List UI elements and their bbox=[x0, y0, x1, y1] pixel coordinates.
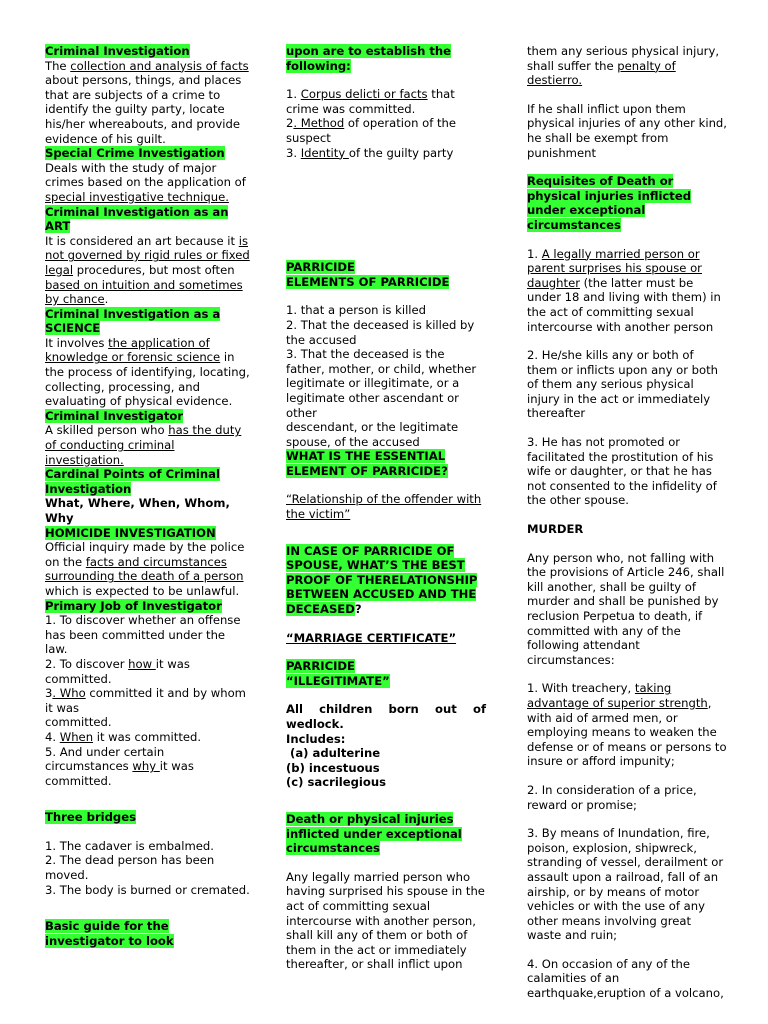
parricide-element-2: 2. That the deceased is killed by the accused bbox=[286, 317, 475, 347]
heading-parricide: PARRICIDE bbox=[286, 260, 355, 275]
heading-criminal-investigation: Criminal Investigation bbox=[45, 44, 190, 58]
para-death-physical-injuries: Any legally married person who having surprised his spouse in the act of committing sexual intercourse with another person, shall kill any of them or both of them in the act or immediately thereafter, or shall inflict upon bbox=[286, 869, 485, 972]
cardinal-points-list: What, Where, When, Whom, Why bbox=[45, 496, 230, 525]
job-item-5: 5. And under certain circumstances why it was committed. bbox=[45, 744, 194, 788]
bridge-item-3: 3. The body is burned or cremated. bbox=[45, 882, 250, 897]
para-homicide-investigation: Official inquiry made by the police on the facts and circumstances surrounding the death of a person which is expected to be unlawful. bbox=[45, 540, 245, 598]
heading-death-physical-injuries: Death or physical injuries inflicted under exceptional circumstances bbox=[286, 811, 462, 856]
column-1 bbox=[45, 44, 250, 948]
heading-essential-element: WHAT IS THE ESSENTIAL ELEMENT OF PARRICIDE? bbox=[286, 449, 448, 478]
heading-murder: MURDER bbox=[527, 522, 584, 537]
parricide-element-3-cont: descendant, or the legitimate spouse, of the accused bbox=[286, 420, 459, 449]
children-line-1: All children born out of bbox=[286, 702, 486, 717]
job-item-3-cont: committed. bbox=[45, 715, 112, 730]
requisite-3: 3. He has not promoted or facilitated the prostitution of his wife or daughter, or that he has not consented to the infidelity of the other spouse. bbox=[527, 435, 717, 508]
heading-basic-guide: Basic guide for the investigator to look bbox=[45, 919, 174, 948]
heading-ci-as-science: Criminal Investigation as a SCIENCE bbox=[45, 306, 221, 336]
heading-cardinal-points: Cardinal Points of Criminal Investigation bbox=[45, 467, 220, 496]
para-ci-as-art: It is considered an art because it is not governed by rigid rules or fixed legal procedures, but most often based on intuition and sometimes by chance. bbox=[45, 233, 250, 307]
job-item-4: 4. When it was committed. bbox=[45, 729, 202, 744]
parricide-element-3: 3. That the deceased is the father, mother, or child, whether legitimate or illegitimate, or a legitimate other ascendant or other bbox=[286, 347, 477, 420]
establish-item-1: 1. Corpus delicti or facts that crime was committed. bbox=[286, 87, 455, 116]
heading-basic-guide-cont: upon are to establish the following: bbox=[286, 44, 452, 73]
children-line-2: wedlock. bbox=[286, 717, 344, 731]
heading-illegitimate: “ILLEGITIMATE” bbox=[286, 673, 390, 688]
bridge-item-2: 2. The dead person has been moved. bbox=[45, 853, 215, 883]
heading-three-bridges: Three bridges bbox=[45, 810, 136, 825]
includes-item-b: (b) incestuous bbox=[286, 760, 380, 775]
para-ci-as-science: It involves the application of knowledge or forensic science in the process of identifying, locating, collecting, processing, and evaluating of physical evidence. bbox=[45, 335, 250, 409]
job-item-3: 3. Who committed it and by whom it was bbox=[45, 686, 246, 715]
murder-circumstance-4: 4. On occasion of any of the calamities of an earthquake,eruption of a volcano, bbox=[527, 956, 724, 1001]
parricide-element-1: 1. that a person is killed bbox=[286, 303, 427, 318]
heading-homicide-investigation: HOMICIDE INVESTIGATION bbox=[45, 525, 216, 540]
marriage-certificate: “MARRIAGE CERTIFICATE” bbox=[286, 630, 457, 645]
para-murder: Any person who, not falling with the provisions of Article 246, shall kill another, shall be guilty of murder and shall be punished by reclusion Perpetua to death, if committed with any of the following attendant circumstances: bbox=[527, 550, 725, 667]
includes-item-c: (c) sacrilegious bbox=[286, 775, 387, 790]
heading-parricide-2: PARRICIDE bbox=[286, 659, 355, 674]
job-item-2: 2. To discover how it was committed. bbox=[45, 656, 190, 686]
para-exempt: If he shall inflict upon them physical injuries of any other kind, he shall be exempt from punishment bbox=[527, 101, 727, 160]
heading-primary-job: Primary Job of Investigator bbox=[45, 598, 222, 613]
requisite-1: 1. A legally married person or parent surprises his spouse or daughter (the latter must be under 18 and living with them) in the act of committing sexual intercourse with another person bbox=[527, 246, 721, 334]
job-item-1: 1. To discover whether an offense has been committed under the law. bbox=[45, 613, 241, 657]
murder-circumstance-3: 3. By means of Inundation, fire, poison, explosion, shipwreck, stranding of vessel, derailment or assault upon a railroad, fall of an airship, or by means of motor vehicles or with the use of any other means involving great waste and ruin; bbox=[527, 826, 724, 943]
includes-label: Includes: bbox=[286, 731, 346, 746]
para-destierro: them any serious physical injury, shall suffer the penalty of destierro. bbox=[527, 44, 719, 88]
para-special-crime-investigation: Deals with the study of major crimes based on the application of special investigative technique. bbox=[45, 160, 246, 204]
heading-ci-as-art: Criminal Investigation as an ART bbox=[45, 204, 229, 234]
para-criminal-investigation: The collection and analysis of facts about persons, things, and places that are subjects of a crime to identify the guilty party, locate his/her whereabouts, and provide evidence of his guilt. bbox=[45, 58, 249, 146]
establish-item-2: 2. Method of operation of the suspect bbox=[286, 116, 457, 145]
heading-requisites: Requisites of Death or physical injuries inflicted under exceptional circumstances bbox=[527, 174, 692, 232]
relationship-quote: “Relationship of the offender with the victim” bbox=[286, 492, 482, 522]
para-criminal-investigator: A skilled person who has the duty of conducting criminal investigation. bbox=[45, 423, 242, 467]
heading-elements-of-parricide: ELEMENTS OF PARRICIDE bbox=[286, 274, 450, 289]
establish-item-3: 3. Identity of the guilty party bbox=[286, 145, 454, 160]
column-2 bbox=[286, 44, 486, 972]
requisite-2: 2. He/she kills any or both of them or inflicts upon any or both of them any serious physical injury in the act or immediately thereafter bbox=[527, 348, 719, 421]
bridge-item-1: 1. The cadaver is embalmed. bbox=[45, 838, 214, 853]
murder-circumstance-2: 2. In consideration of a price, reward or promise; bbox=[527, 782, 697, 812]
heading-special-crime-investigation: Special Crime Investigation bbox=[45, 146, 225, 161]
heading-best-proof: IN CASE OF PARRICIDE OF SPOUSE, WHAT’S THE BEST PROOF OF THERELATIONSHIP BETWEEN ACCUSED AND THE DECEASED? bbox=[286, 543, 478, 617]
column-3 bbox=[527, 44, 727, 1001]
heading-criminal-investigator: Criminal Investigator bbox=[45, 408, 184, 423]
murder-circumstance-1: 1. With treachery, taking advantage of superior strength, with aid of armed men, or employing means to weaken the defense or of means or persons to insure or afford impunity; bbox=[527, 681, 727, 769]
includes-item-a: (a) adulterine bbox=[286, 746, 381, 761]
